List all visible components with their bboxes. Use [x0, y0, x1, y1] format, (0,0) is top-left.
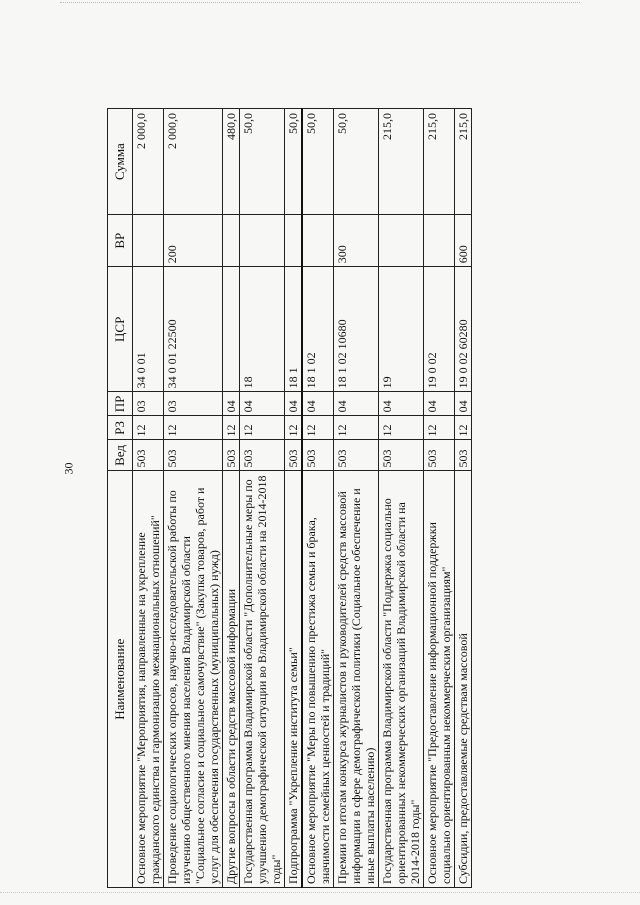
cell-csr: 34 0 01: [133, 267, 164, 392]
cell-vr: 200: [164, 215, 223, 267]
cell-csr: [223, 267, 240, 392]
scan-edge-bottom: [0, 892, 640, 905]
cell-name: Субсидии, предоставляемые средствам массовой: [455, 471, 472, 888]
cell-csr: 19: [379, 267, 424, 392]
cell-pr: 04: [302, 392, 334, 416]
rotated-page-content: [107, 108, 589, 888]
cell-pr: 04: [379, 392, 424, 416]
cell-csr: 18 1: [285, 267, 303, 392]
cell-ved: 503: [285, 440, 303, 471]
cell-sum: 480,0: [223, 109, 240, 215]
cell-pr: 03: [133, 392, 164, 416]
table-row: [379, 109, 424, 888]
cell-sum: 2 000,0: [164, 109, 223, 215]
cell-vr: 600: [455, 215, 472, 267]
cell-sum: 215,0: [379, 109, 424, 215]
cell-ved: 503: [379, 440, 424, 471]
table-row: [223, 109, 240, 888]
cell-vr: [285, 215, 303, 267]
cell-sum: 50,0: [334, 109, 379, 215]
cell-pr: 03: [164, 392, 223, 416]
cell-pr: 04: [334, 392, 379, 416]
cell-name: Государственная программа Владимирской области "Поддержка социально ориентированных некоммерческих организаций Владимирской области на 2014-2018 годы": [379, 471, 424, 888]
cell-vr: [133, 215, 164, 267]
cell-pr: 04: [455, 392, 472, 416]
scan-edge-top: [60, 2, 580, 13]
cell-rz: 12: [223, 416, 240, 440]
cell-name: Проведение социологических опросов, научно-исследовательской работы по изучению общественного мнения населения Владимирской области "Социальное согласие и социальное самочувствие" (Закупка товаров, работ и услуг для обеспечения государственных (муниципальных) нужд): [164, 471, 223, 888]
cell-name: Основное мероприятие "Мероприятия, направленные на укрепление гражданского единства и гармонизацию межнациональных отношений": [133, 471, 164, 888]
cell-ved: 503: [334, 440, 379, 471]
cell-pr: 04: [285, 392, 303, 416]
cell-name: Государственная программа Владимирской области "Дополнительные меры по улучшению демографической ситуации во Владимирской области на 2014-2018 годы": [240, 471, 285, 888]
cell-csr: 19 0 02: [424, 267, 455, 392]
cell-vr: [240, 215, 285, 267]
table-row: [164, 109, 223, 888]
header-csr: ЦСР: [108, 267, 133, 392]
cell-pr: 04: [223, 392, 240, 416]
table-row: [240, 109, 285, 888]
cell-rz: 12: [302, 416, 334, 440]
cell-ved: 503: [240, 440, 285, 471]
cell-rz: 12: [133, 416, 164, 440]
cell-csr: 18: [240, 267, 285, 392]
cell-rz: 12: [424, 416, 455, 440]
cell-ved: 503: [223, 440, 240, 471]
cell-ved: 503: [302, 440, 334, 471]
cell-sum: 50,0: [240, 109, 285, 215]
cell-sum: 215,0: [424, 109, 455, 215]
cell-vr: [424, 215, 455, 267]
cell-sum: 2 000,0: [133, 109, 164, 215]
cell-rz: 12: [379, 416, 424, 440]
budget-table: [107, 108, 472, 888]
cell-ved: 503: [133, 440, 164, 471]
cell-vr: [223, 215, 240, 267]
header-sum: Сумма: [108, 109, 133, 215]
table-header-row: [108, 109, 133, 888]
cell-rz: 12: [455, 416, 472, 440]
cell-name: Основное мероприятие "Меры по повышению престижа семьи и брака, значимости семейных ценностей и традиций": [302, 471, 334, 888]
cell-name: Другие вопросы в области средств массовой информации: [223, 471, 240, 888]
cell-vr: [379, 215, 424, 267]
cell-pr: 04: [240, 392, 285, 416]
cell-name: Основное мероприятие "Предоставление информационной поддержки социально ориентированным некоммерческим организациям": [424, 471, 455, 888]
cell-csr: 34 0 01 22500: [164, 267, 223, 392]
table-row: [455, 109, 472, 888]
header-vr: ВР: [108, 215, 133, 267]
page-number: 30: [61, 462, 76, 475]
cell-rz: 12: [285, 416, 303, 440]
cell-rz: 12: [334, 416, 379, 440]
header-rz: РЗ: [108, 416, 133, 440]
cell-csr: 18 1 02 10680: [334, 267, 379, 392]
cell-rz: 12: [240, 416, 285, 440]
cell-ved: 503: [424, 440, 455, 471]
header-pr: ПР: [108, 392, 133, 416]
table-row: [133, 109, 164, 888]
cell-csr: 18 1 02: [302, 267, 334, 392]
cell-vr: 300: [334, 215, 379, 267]
header-name: Наименование: [108, 471, 133, 888]
table-row: [424, 109, 455, 888]
cell-csr: 19 0 02 60280: [455, 267, 472, 392]
cell-ved: 503: [164, 440, 223, 471]
cell-sum: 50,0: [302, 109, 334, 215]
cell-name: Премии по итогам конкурса журналистов и руководителей средств массовой информации в сфере демографической политики (Социальное обеспечение и иные выплаты населению): [334, 471, 379, 888]
cell-sum: 215,0: [455, 109, 472, 215]
cell-pr: 04: [424, 392, 455, 416]
cell-vr: [302, 215, 334, 267]
table-row: [334, 109, 379, 888]
header-ved: Вед: [108, 440, 133, 471]
table-row: [302, 109, 334, 888]
cell-sum: 50,0: [285, 109, 303, 215]
cell-rz: 12: [164, 416, 223, 440]
cell-name: Подпрограмма "Укрепление института семьи": [285, 471, 303, 888]
cell-ved: 503: [455, 440, 472, 471]
table-row: [285, 109, 303, 888]
